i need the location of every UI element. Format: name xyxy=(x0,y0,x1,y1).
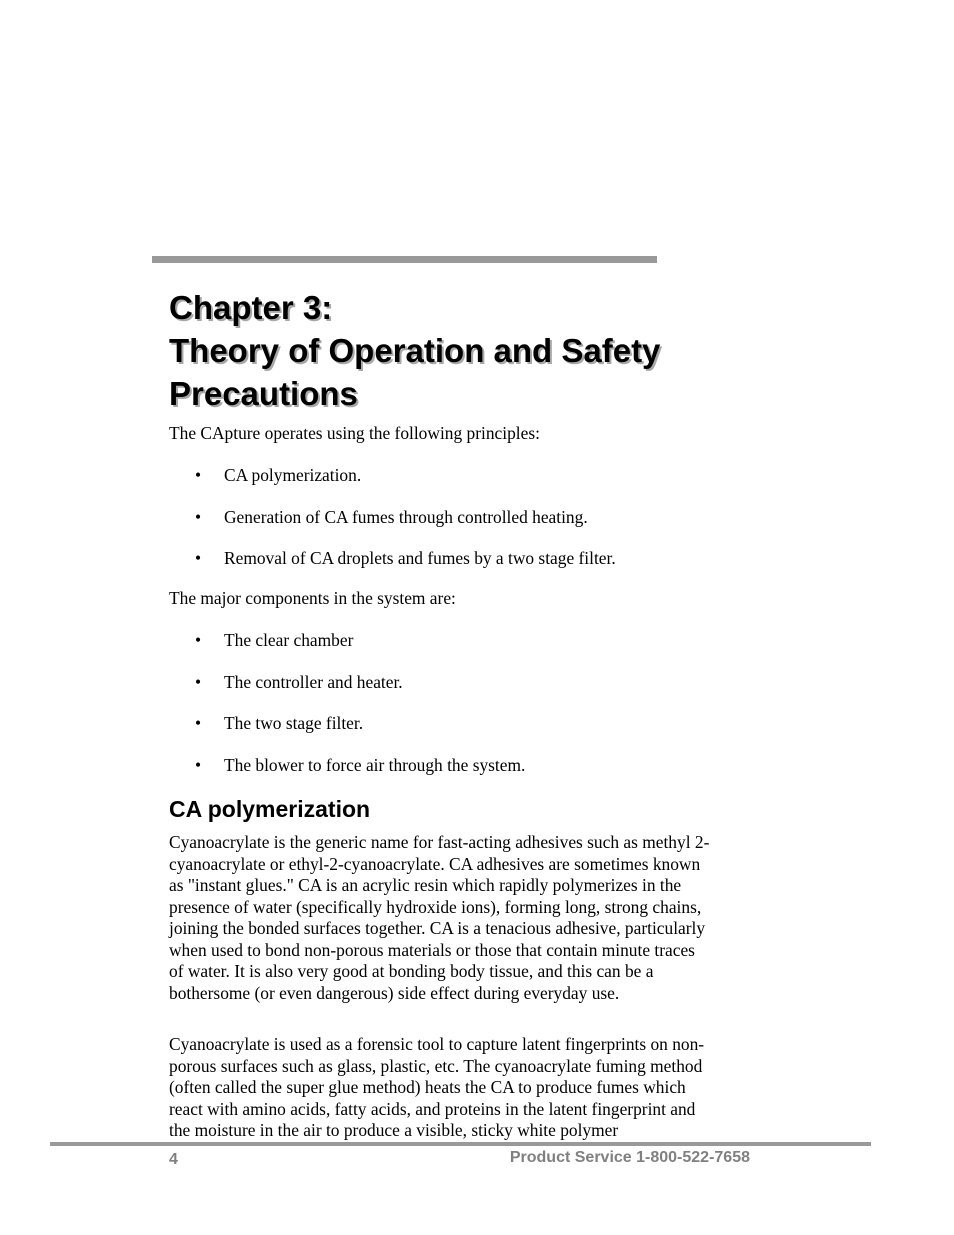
paragraph-ca-definition xyxy=(169,832,759,1004)
paragraph-line: (often called the super glue method) heats the CA to produce fumes which xyxy=(169,1077,686,1097)
list-item-text: The two stage filter. xyxy=(224,713,364,734)
bullet-icon: • xyxy=(195,630,202,650)
principles-intro: The CApture operates using the following principles: xyxy=(169,423,540,443)
chapter-title xyxy=(169,286,809,415)
paragraph-line: presence of water (specifically hydroxide ions), forming long, strong chains, xyxy=(169,896,702,917)
chapter-title-line-3: Precautions xyxy=(169,375,358,412)
paragraph-line: Cyanoacrylate is used as a forensic tool to capture latent fingerprints on non- xyxy=(169,1034,705,1054)
list-item xyxy=(195,671,525,713)
bullet-icon: • xyxy=(195,465,202,485)
list-item xyxy=(195,506,616,548)
list-item xyxy=(195,547,616,589)
components-list xyxy=(195,629,525,795)
bullet-icon: • xyxy=(195,671,202,692)
list-item-text: Generation of CA fumes through controlled heating. xyxy=(224,506,588,527)
paragraph-line: the moisture in the air to produce a visible, sticky white polymer xyxy=(169,1120,619,1140)
paragraph-line: of water. It is also very good at bonding body tissue, and this can be a xyxy=(169,961,654,981)
chapter-top-rule xyxy=(152,256,657,263)
chapter-title-line-1: Chapter 3: xyxy=(169,289,333,326)
footer-service-text: Product Service 1-800-522-7658 xyxy=(509,1149,750,1166)
list-item xyxy=(195,629,525,671)
section-heading: CA polymerization xyxy=(169,796,371,822)
paragraph-line: bothersome (or even dangerous) side effect during everyday use. xyxy=(169,982,620,1003)
list-item-text: The blower to force air through the system. xyxy=(224,754,526,775)
principles-list xyxy=(195,464,616,589)
footer-rule xyxy=(50,1142,871,1146)
paragraph-line: porous surfaces such as glass, plastic, etc. The cyanoacrylate fuming method xyxy=(169,1055,703,1076)
list-item-text: The controller and heater. xyxy=(224,671,403,692)
list-item-text: CA polymerization. xyxy=(224,465,362,485)
bullet-icon: • xyxy=(195,754,202,775)
paragraph-line: react with amino acids, fatty acids, and proteins in the latent fingerprint and xyxy=(169,1098,696,1119)
paragraph-line: when used to bond non-porous materials or those that contain minute traces xyxy=(169,939,695,960)
components-intro: The major components in the system are: xyxy=(169,588,456,608)
paragraph-line: joining the bonded surfaces together. CA is a tenacious adhesive, particularly xyxy=(169,918,706,938)
paragraph-line: Cyanoacrylate is the generic name for fast-acting adhesives such as methyl 2- xyxy=(169,832,710,852)
paragraph-line: cyanoacrylate or ethyl-2-cyanoacrylate. CA adhesives are sometimes known xyxy=(169,853,701,874)
paragraph-line: as "instant glues." CA is an acrylic resin which rapidly polymerizes in the xyxy=(169,875,682,895)
chapter-title-line-2: Theory of Operation and Safety xyxy=(169,332,661,369)
bullet-icon: • xyxy=(195,506,202,527)
list-item xyxy=(195,754,525,796)
bullet-icon: • xyxy=(195,713,202,734)
page-number: 4 xyxy=(169,1151,178,1168)
list-item-text: Removal of CA droplets and fumes by a two stage filter. xyxy=(224,548,616,569)
paragraph-forensic-use xyxy=(169,1034,759,1142)
list-item-text: The clear chamber xyxy=(224,630,354,650)
bullet-icon: • xyxy=(195,548,202,569)
list-item xyxy=(195,464,616,506)
list-item xyxy=(195,712,525,754)
